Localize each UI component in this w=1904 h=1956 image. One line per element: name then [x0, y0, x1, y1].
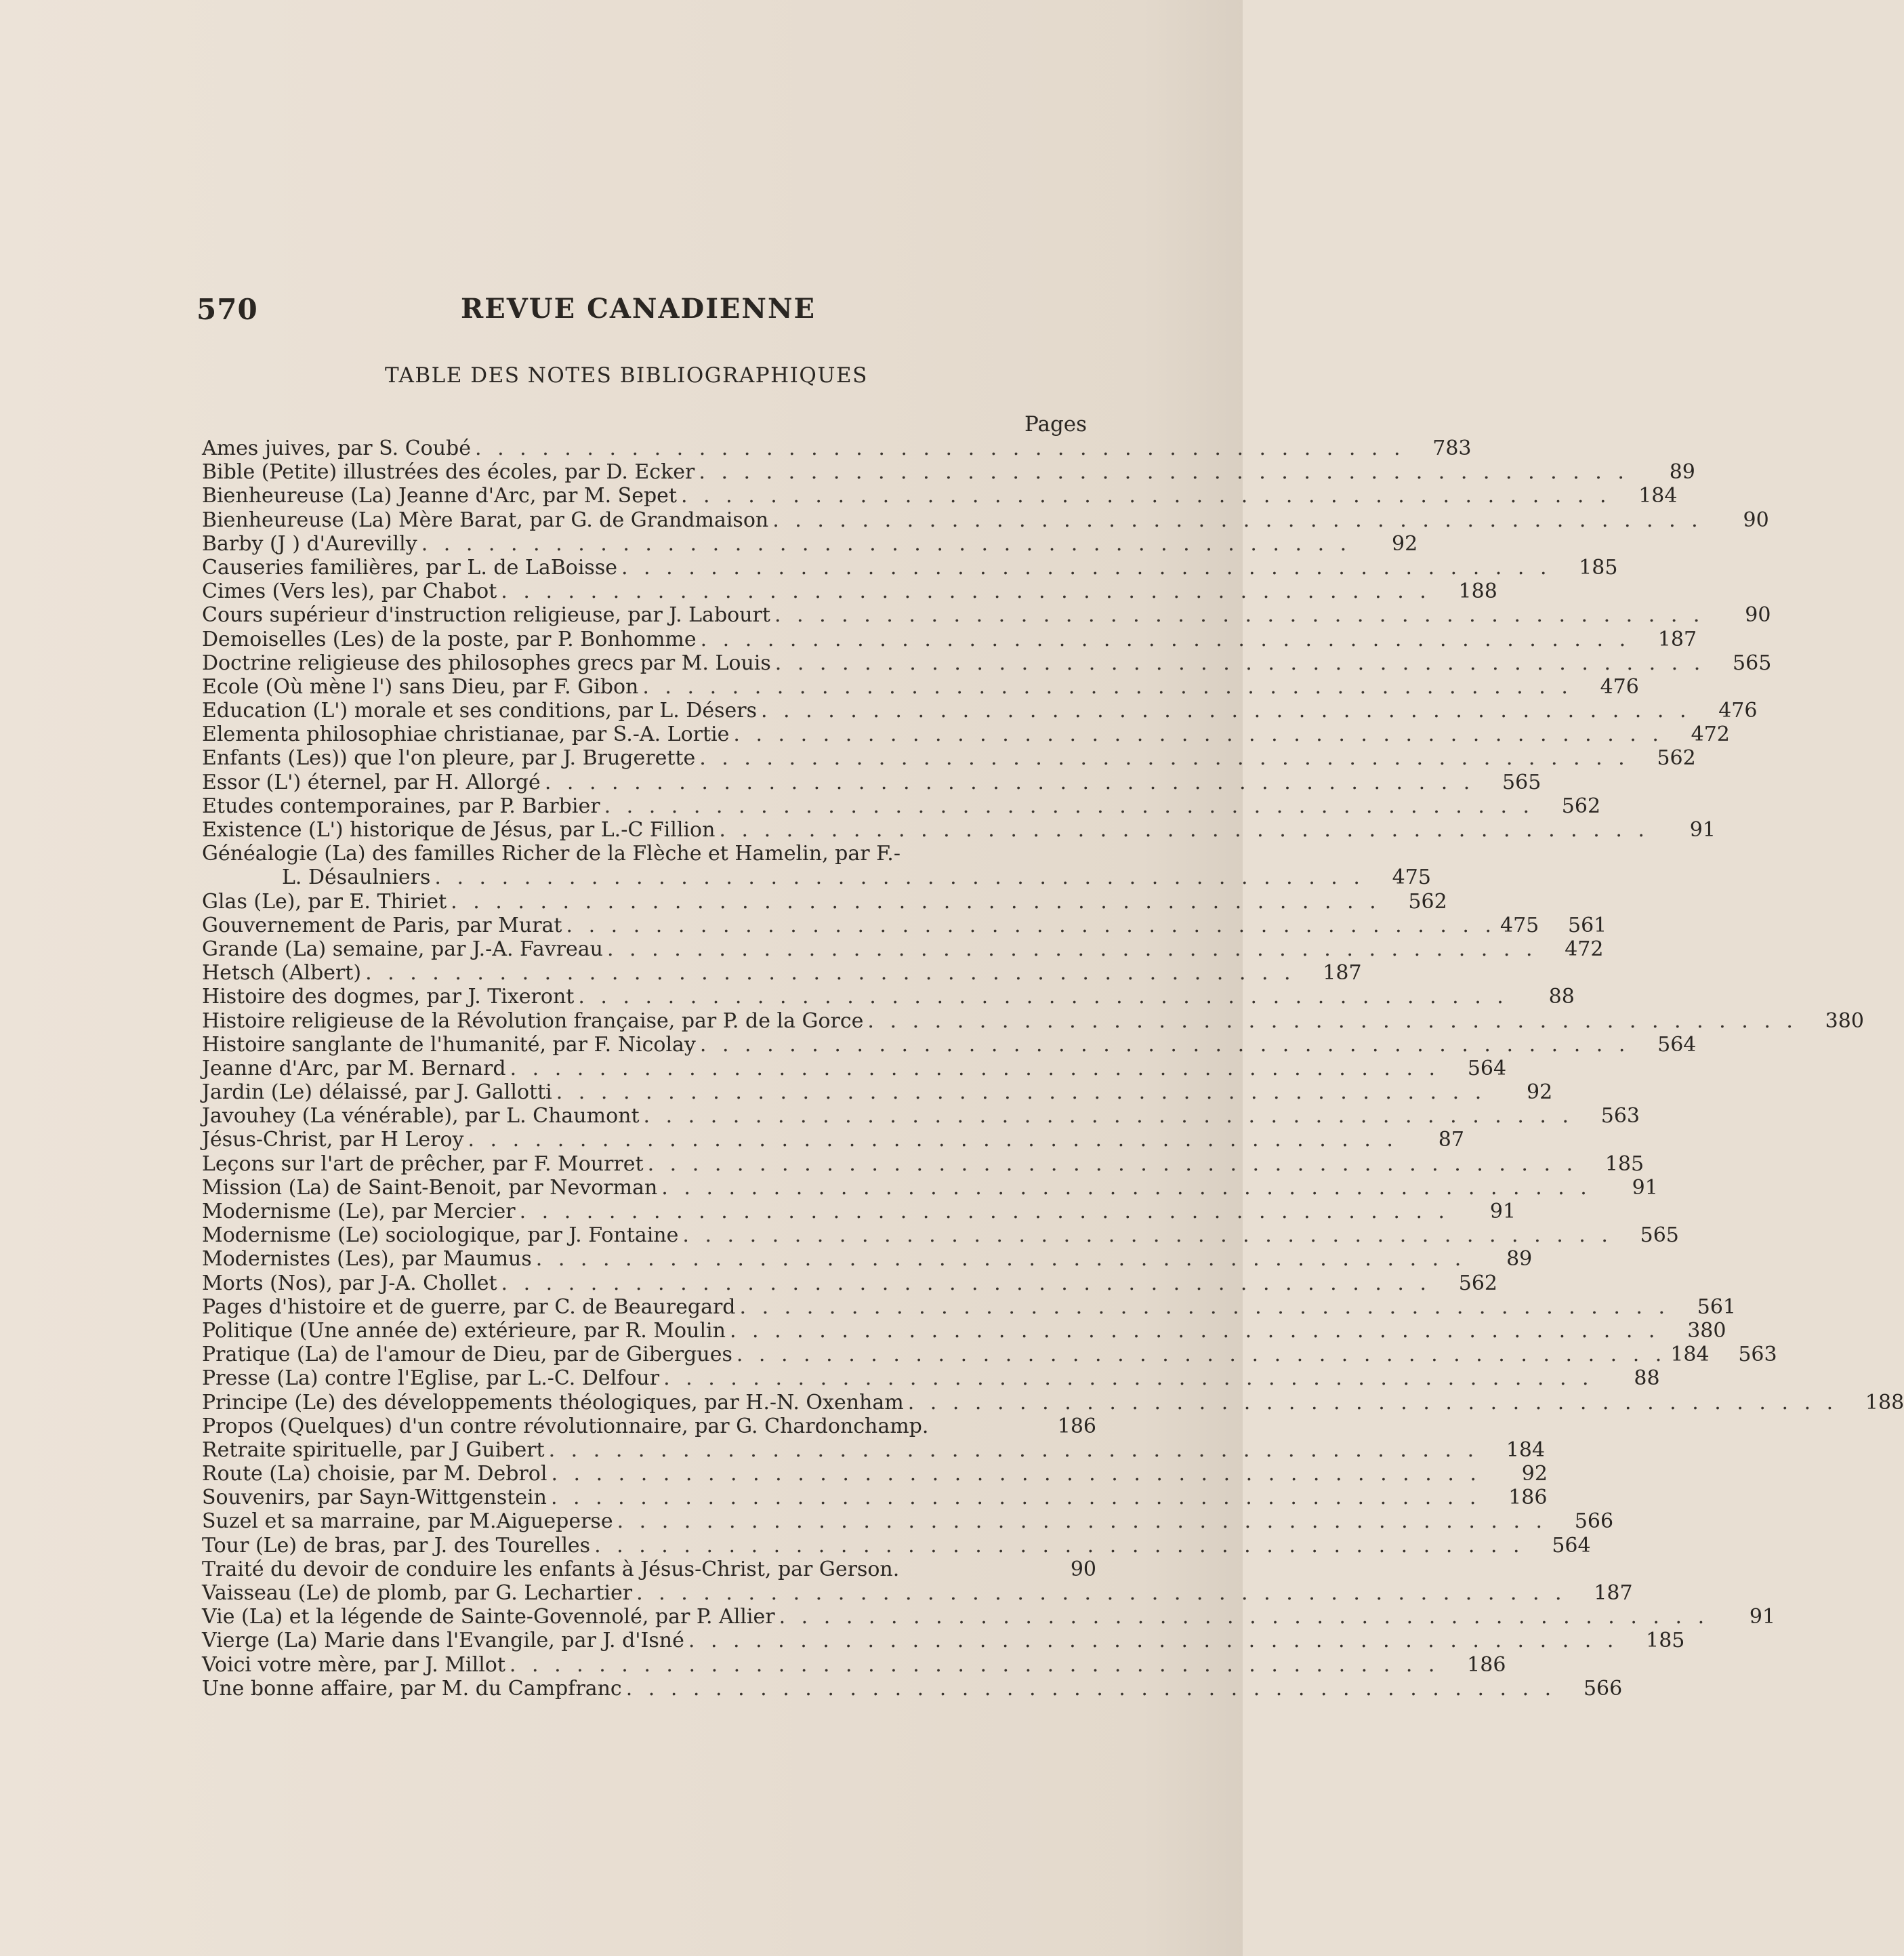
bibliography-index-list: [202, 436, 1904, 1700]
dot-leader: . . . . . . . . . . . . . . . . . . . . . . . . . . . . . . . . . . . . . . . . . .: [501, 1271, 1431, 1295]
entry-title: Existence (L') historique de Jésus, par L.-C Fillion: [202, 818, 716, 842]
entry-page-number: 380: [1825, 1008, 1864, 1033]
entry-page-number: 185: [1646, 1629, 1685, 1653]
entry-page-number: 564: [1552, 1533, 1591, 1557]
entry-extra-page: 184: [1670, 1343, 1710, 1367]
dot-leader: . . . . . . . . . . . . . . . . . . . . . . . . . . . . . . . . . . . . . . . . . .: [663, 1366, 1594, 1391]
entry-page-number: 562: [1458, 1271, 1497, 1295]
index-entry: [202, 1295, 1736, 1319]
entry-page-number: 566: [1583, 1676, 1623, 1700]
entry-page-number: 472: [1565, 937, 1604, 961]
entry-page-number: 92: [1521, 1462, 1548, 1486]
index-entry: [202, 1486, 1548, 1510]
running-title: REVUE CANADIENNE: [461, 293, 816, 325]
index-entry: [202, 1414, 1096, 1438]
entry-title: Enfants (Les)) que l'on pleure, par J. Brugerette: [202, 746, 696, 771]
entry-title: Cimes (Vers les), par Chabot: [202, 579, 497, 604]
dot-leader: . . . . . . . . . . . . . . . . . . . . . . . . . . . . . . . . . . . . . . . . . .: [594, 1533, 1525, 1557]
index-entry: [202, 985, 1575, 1009]
dot-leader: . . . . . . . . . . . . . . . . . . . . . . . . . . . . . . . . . . . . . . . . . .: [774, 603, 1705, 628]
dot-leader: . . . . . . . . . . . . . . . . . . . . . . . . . . . . . . . . . . . . . . . . . .: [604, 794, 1535, 818]
entry-title: Bienheureuse (La) Jeanne d'Arc, par M. Sepet: [202, 484, 677, 508]
entry-page-number: 91: [1689, 818, 1716, 842]
dot-leader: . . . . . . . . . . . . . . . . . . . . . . . . . . . . . . . . . . . . . . . . . .: [501, 579, 1431, 604]
index-entry: [202, 842, 1096, 865]
entry-title: Bienheureuse (La) Mère Barat, par G. de Grandmaison: [202, 508, 769, 532]
index-entry: [202, 1104, 1640, 1128]
index-entry: [202, 1652, 1506, 1677]
entry-title: Modernisme (Le), par Mercier: [202, 1200, 516, 1223]
index-entry: [202, 1200, 1516, 1223]
index-entry: [202, 1152, 1644, 1176]
index-entry: [202, 531, 1418, 556]
entry-page-number: 565: [1733, 651, 1772, 675]
dot-leader: . . . . . . . . . . . . . . . . . . . . . . . . . . . . . . . . . . . . . . . . . .: [699, 746, 1630, 771]
dot-leader: . . . . . . . . . . . . . . . . . . . . . . . . . . . . . . . . . . . . . . . . . .: [774, 651, 1705, 675]
entry-title: Vierge (La) Marie dans l'Evangile, par J. d'Isné: [202, 1629, 684, 1653]
entry-page-number: 562: [1561, 794, 1601, 818]
entry-title: Hetsch (Albert): [202, 961, 362, 985]
entry-title: Gouvernement de Paris, par Murat: [202, 913, 562, 937]
dot-leader: . . . . . . . . . . . . . . . . . . . . . . . . . . . . . . . . . . . . . . . . . .: [519, 1200, 1450, 1223]
dot-leader: . . . . . . . . . . . . . . . . . . . . . . . . . . . . . . . . . . . . . . . . . .: [700, 627, 1631, 651]
entry-title: Route (La) choisie, par M. Debrol: [202, 1462, 547, 1486]
entry-title: Modernisme (Le) sociologique, par J. Fontaine: [202, 1223, 679, 1248]
dot-leader: . . . . . . . . . . . . . . . . . . . . . . . . . . . . . . . . . . . . . . . . . .: [643, 1104, 1574, 1128]
index-entry: [202, 627, 1697, 651]
entry-title: Vie (La) et la légende de Sainte-Govennolé, par P. Allier: [202, 1605, 775, 1629]
entry-title: Histoire religieuse de la Révolution française, par P. de la Gorce: [202, 1008, 864, 1033]
entry-title: Morts (Nos), par J-A. Chollet: [202, 1271, 497, 1295]
index-entry: [202, 1629, 1685, 1653]
entry-title: Principe (Le) des développements théologiques, par H.-N. Oxenham: [202, 1390, 904, 1414]
dot-leader: . . . . . . . . . . . . . . . . . . . . . . . . . . . . . . . . . . . . . . . . . .: [779, 1605, 1710, 1629]
dot-leader: . . . . . . . . . . . . . . . . . . . . . . . . . . . . . . . . . . . . . . . . . .: [509, 1652, 1440, 1677]
index-entry: [202, 889, 1447, 914]
entry-page-number: 565: [1640, 1223, 1679, 1248]
index-entry: [202, 1318, 1726, 1343]
index-entry: [202, 1676, 1623, 1700]
entry-title: Pratique (La) de l'amour de Dieu, par de Gibergues: [202, 1343, 732, 1367]
entry-page-number: 562: [1657, 746, 1696, 771]
entry-page-number: 476: [1718, 699, 1758, 723]
entry-title: Vaisseau (Le) de plomb, par G. Lechartier: [202, 1581, 633, 1605]
entry-page-number: 475: [1392, 865, 1431, 890]
entry-page-number: 184: [1638, 484, 1678, 508]
entry-title: Retraite spirituelle, par J Guibert: [202, 1438, 545, 1462]
dot-leader: . . . . . . . . . . . . . . . . . . . . . . . . . . . . . . . . . . . . . . . . . .: [548, 1438, 1479, 1462]
index-entry: [202, 555, 1618, 579]
index-entry: [202, 484, 1678, 508]
page-header: [196, 293, 935, 333]
index-entry: [202, 770, 1541, 794]
index-entry: [202, 913, 1607, 937]
entry-page-number: 472: [1691, 722, 1730, 747]
dot-leader: . . . . . . . . . . . . . . . . . . . . . . . . . . . . . . . . . . . . . . . . . .: [699, 460, 1629, 485]
dot-leader: . . . . . . . . . . . . . . . . . . . . . . . . . . . . . . . . . . . . . . . . . .: [434, 865, 1365, 890]
dot-leader: . . . . . . . . . . . . . . . . . . . . . . . . . . . . . . . . . . . . . . . . . .: [642, 674, 1573, 699]
dot-leader: . . . . . . . . . . . . . . . . . . . . . . . . . . . . . . . . . . . . . . . . . .: [760, 699, 1691, 723]
page-number: 570: [196, 293, 258, 326]
entry-page-number: 187: [1657, 627, 1697, 651]
entry-page-number: 88: [1634, 1366, 1660, 1391]
dot-leader: . . . . . . . . . . . . . . . . . . . . . . . . . . . . . . . . . . . . . . . . . .: [661, 1175, 1592, 1200]
entry-title: Elementa philosophiae christianae, par S.-A. Lortie: [202, 722, 730, 747]
entry-page-number: 566: [1574, 1509, 1614, 1534]
entry-title: Traité du devoir de conduire les enfants à Jésus-Christ, par Gerson.: [202, 1557, 900, 1581]
entry-title: Jeanne d'Arc, par M. Bernard: [202, 1056, 506, 1080]
entry-title: Mission (La) de Saint-Benoit, par Nevorman: [202, 1175, 658, 1200]
entry-page-number: 564: [1467, 1056, 1507, 1080]
entry-page-number: 186: [1508, 1486, 1548, 1510]
entry-page-number: 89: [1669, 460, 1695, 485]
index-entry: [202, 1438, 1546, 1462]
entry-page-number: 562: [1408, 889, 1447, 914]
pages-column-label: Pages: [1025, 412, 1088, 436]
index-entry: [202, 1533, 1591, 1557]
index-entry: [202, 1080, 1553, 1105]
entry-title: Barby (J ) d'Aurevilly: [202, 531, 417, 556]
entry-page-number: 561: [1568, 913, 1607, 937]
entry-title: Souvenirs, par Sayn-Wittgenstein: [202, 1486, 547, 1510]
index-entry: [202, 1366, 1660, 1391]
index-entry: [202, 1557, 1096, 1581]
index-entry: [202, 746, 1696, 771]
index-entry: [202, 1128, 1464, 1152]
entry-page-number: 92: [1392, 531, 1418, 556]
index-entry: [202, 1581, 1633, 1605]
entry-page-number: 476: [1600, 674, 1639, 699]
dot-leader: . . . . . . . . . . . . . . . . . . . . . . . . . . . . . . . . . . . . . . . . . .: [617, 1509, 1548, 1534]
dot-leader: . . . . . . . . . . . . . . . . . . . . . . . . . . . . . . . . . . . . . . . . . .: [680, 484, 1611, 508]
dot-leader: . . . . . . . . . . . . . . . . . . . . . . . . . . . . . . . . . . . . . . . . . .: [510, 1056, 1441, 1080]
entry-title: Propos (Quelques) d'un contre révolutionnaire, par G. Chardonchamp.: [202, 1414, 929, 1438]
dot-leader: . . . . . . . . . . . . . . . . . . . . . . . . . . . . . . . . . . . . . . . . . .: [733, 722, 1663, 747]
dot-leader: . . . . . . . . . . . . . . . . . . . . . . . . . . . . . . . . . . . . . . . . . .: [468, 1128, 1398, 1152]
index-entry: [202, 1175, 1658, 1200]
index-entry: [202, 603, 1771, 628]
index-entry: [202, 651, 1772, 675]
entry-title: Ames juives, par S. Coubé: [202, 436, 472, 460]
entry-title: Etudes contemporaines, par P. Barbier: [202, 794, 600, 818]
dot-leader: . . . . . . . . . . . . . . . . . . . . . . . . . . . . . . . . . . . . . . . . . .: [739, 1295, 1670, 1319]
dot-leader: . . . . . . . . . . . . . . . . . . . . . . . . . . . . . . . . . . . . . . . . . .: [867, 1008, 1798, 1033]
entry-page-number: 563: [1738, 1343, 1777, 1367]
dot-leader: . . . . . . . . . . . . . . . . . . . . . . . . . . . . . . . . . . . . . . . . . .: [621, 555, 1552, 579]
entry-title: Suzel et sa marraine, par M.Aigueperse: [202, 1509, 613, 1534]
dot-leader: . . . . . . . . . . . . . . . . . . . . . . . . . . . . . . . . . . . . . . . . . .: [606, 937, 1537, 961]
index-entry: [202, 1056, 1507, 1080]
dot-leader: . . . . . . . . . . . . . . . . . . . . . . . . . . . . . . . . . . . . . . . . . .: [535, 1247, 1466, 1271]
entry-title: Presse (La) contre l'Eglise, par L.-C. Delfour: [202, 1366, 660, 1391]
index-entry: [202, 937, 1604, 961]
index-entry: [202, 1343, 1777, 1367]
entry-title: Ecole (Où mène l') sans Dieu, par F. Gibon: [202, 674, 639, 699]
index-entry: [202, 579, 1497, 604]
entry-title: Histoire sanglante de l'humanité, par F. Nicolay: [202, 1032, 696, 1057]
index-entry: [202, 961, 1362, 985]
entry-page-number: 91: [1489, 1200, 1516, 1223]
entry-page-number: 88: [1548, 985, 1575, 1009]
entry-page-number: 90: [1745, 603, 1771, 628]
entry-title: Leçons sur l'art de prêcher, par F. Mourret: [202, 1152, 644, 1176]
entry-title: Jardin (Le) délaissé, par J. Gallotti: [202, 1080, 552, 1105]
index-entry: [202, 699, 1758, 723]
index-entry: [202, 1008, 1864, 1033]
entry-page-number: 187: [1594, 1581, 1633, 1605]
dot-leader: . . . . . . . . . . . . . . . . . . . . . . . . . . . . . . . . . . . . . . . . . .: [699, 1032, 1630, 1057]
index-entry: [202, 794, 1601, 818]
dot-leader: . . . . . . . . . . . . . . . . . . . . . . . . . . . . . . . . . . . . . . . . . .: [719, 818, 1649, 842]
index-entry: [202, 722, 1730, 747]
entry-page-number: 563: [1600, 1104, 1640, 1128]
index-entry: [202, 865, 1431, 890]
entry-page-number: 91: [1632, 1175, 1658, 1200]
index-entry: [202, 1223, 1679, 1248]
entry-page-number: 186: [1057, 1414, 1096, 1438]
entry-page-number: 89: [1506, 1247, 1533, 1271]
index-entry: [202, 436, 1472, 460]
entry-title: Une bonne affaire, par M. du Campfranc: [202, 1676, 622, 1700]
entry-page-number: 561: [1697, 1295, 1736, 1319]
entry-page-number: 91: [1749, 1605, 1776, 1629]
index-entry: [202, 1462, 1548, 1486]
index-entry: [202, 1605, 1776, 1629]
dot-leader: . . . . . . . . . . . . . . . . . . . . . . . . . . . . . . . . . . . . . . . . . .: [578, 985, 1508, 1009]
entry-title: Glas (Le), par E. Thiriet: [202, 889, 447, 914]
entry-title: Javouhey (La vénérable), par L. Chaumont: [202, 1104, 640, 1128]
entry-title: Généalogie (La) des familles Richer de la Flèche et Hamelin, par F.-: [202, 842, 901, 866]
entry-page-number: 185: [1605, 1152, 1644, 1176]
entry-title: Doctrine religieuse des philosophes grecs par M. Louis: [202, 651, 771, 675]
index-entry: [202, 674, 1639, 699]
entry-title: Grande (La) semaine, par J.-A. Favreau: [202, 937, 603, 961]
entry-title: Jésus-Christ, par H Leroy: [202, 1128, 464, 1152]
index-entry: [202, 1509, 1614, 1534]
entry-page-number: 188: [1865, 1390, 1904, 1414]
entry-page-number: 186: [1467, 1652, 1506, 1677]
dot-leader: . . . . . . . . . . . . . . . . . . . . . . . . . . . . . . . . . . . . . . . . . .: [772, 508, 1703, 532]
entry-title: Voici votre mère, par J. Millot: [202, 1652, 505, 1677]
index-entry: [202, 1390, 1904, 1414]
entry-extra-page: 475: [1500, 913, 1539, 937]
entry-title: Essor (L') éternel, par H. Allorgé: [202, 770, 541, 794]
entry-title: L. Désaulniers: [282, 865, 431, 890]
entry-page-number: 783: [1432, 436, 1472, 460]
entry-title: Histoire des dogmes, par J. Tixeront: [202, 985, 575, 1009]
dot-leader: . . . . . . . . . . . . . . . . . . . . . . . . . . . . . . . . . . . . . . . . . .: [551, 1462, 1481, 1486]
entry-page-number: 565: [1502, 770, 1541, 794]
entry-title: Causeries familières, par L. de LaBoisse: [202, 555, 617, 579]
entry-page-number: 87: [1438, 1128, 1464, 1152]
entry-title: Education (L') morale et ses conditions, par L. Désers: [202, 699, 757, 723]
dot-leader: . . . . . . . . . . . . . . . . . . . . . . . . . . . . . . . . . . . . . . . . . .: [636, 1581, 1567, 1605]
entry-title: Tour (Le) de bras, par J. des Tourelles: [202, 1533, 591, 1557]
entry-page-number: 90: [1070, 1557, 1096, 1581]
dot-leader: . . . . . . . . . . . . . . . . . . . . . . . . . . . . . . . . . . . . . . . . . .: [556, 1080, 1487, 1105]
dot-leader: . . . . . . . . . . . . . . . . . . . . . . . . . . . . . . . . . . . . . . . . . .: [544, 770, 1475, 794]
dot-leader: . . . . . . . . . . . . . . . . . . . . . . . . . . . . . . . . . . . . . . . . . .: [729, 1318, 1660, 1343]
entry-title: Politique (Une année de) extérieure, par R. Moulin: [202, 1318, 726, 1343]
dot-leader: . . . . . . . . . . . . . . . . . . . . . . . . . . . . . . . . . . . . . . . . . .: [647, 1152, 1578, 1176]
index-entry: [202, 1032, 1697, 1057]
dot-leader: . . . . . . . . . . . . . . . . . . . . . . . . . . . . . . . . . . . . . . . . . .: [566, 913, 1496, 937]
section-title: TABLE DES NOTES BIBLIOGRAPHIQUES: [385, 363, 868, 388]
entry-page-number: 188: [1458, 579, 1497, 604]
index-entry: [202, 1271, 1497, 1295]
dot-leader: . . . . . . . . . . . . . . . . . . . . . . . . . . . . . . . . . . . . . . . . . .: [625, 1676, 1556, 1700]
entry-title: Bible (Petite) illustrées des écoles, par D. Ecker: [202, 460, 695, 485]
dot-leader: . . . . . . . . . . . . . . . . . . . . . . . . . . . . . . . . . . . . . . . . . .: [421, 531, 1352, 556]
index-entry: [202, 1247, 1533, 1271]
dot-leader: . . . . . . . . . . . . . . . . . . . . . . . . . . . . . . . . . . . . . . . . . .: [365, 961, 1296, 985]
dot-leader: . . . . . . . . . . . . . . . . . . . . . . . . . . . . . . . . . . . . . . . . . .: [475, 436, 1405, 460]
dot-leader: . . . . . . . . . . . . . . . . . . . . . . . . . . . . . . . . . . . . . . . . . .: [736, 1343, 1667, 1367]
dot-leader: . . . . . . . . . . . . . . . . . . . . . . . . . . . . . . . . . . . . . . . . . .: [682, 1223, 1613, 1248]
entry-page-number: 380: [1687, 1318, 1726, 1343]
index-entry: [202, 460, 1695, 485]
entry-title: Modernistes (Les), par Maumus: [202, 1247, 532, 1271]
entry-page-number: 564: [1657, 1032, 1697, 1057]
entry-page-number: 185: [1579, 555, 1618, 579]
entry-title: Demoiselles (Les) de la poste, par P. Bonhomme: [202, 627, 697, 651]
dot-leader: . . . . . . . . . . . . . . . . . . . . . . . . . . . . . . . . . . . . . . . . . .: [688, 1629, 1619, 1653]
entry-page-number: 92: [1527, 1080, 1553, 1105]
entry-page-number: 90: [1743, 508, 1769, 532]
entry-title: Cours supérieur d'instruction religieuse, par J. Labourt: [202, 603, 770, 628]
entry-title: Pages d'histoire et de guerre, par C. de Beauregard: [202, 1295, 736, 1319]
index-entry: [202, 818, 1716, 842]
entry-page-number: 187: [1323, 961, 1362, 985]
dot-leader: . . . . . . . . . . . . . . . . . . . . . . . . . . . . . . . . . . . . . . . . . .: [451, 889, 1381, 914]
index-entry: [202, 508, 1769, 532]
entry-page-number: 184: [1506, 1438, 1546, 1462]
dot-leader: . . . . . . . . . . . . . . . . . . . . . . . . . . . . . . . . . . . . . . . . . .: [550, 1486, 1481, 1510]
dot-leader: . . . . . . . . . . . . . . . . . . . . . . . . . . . . . . . . . . . . . . . . . .: [907, 1390, 1838, 1414]
